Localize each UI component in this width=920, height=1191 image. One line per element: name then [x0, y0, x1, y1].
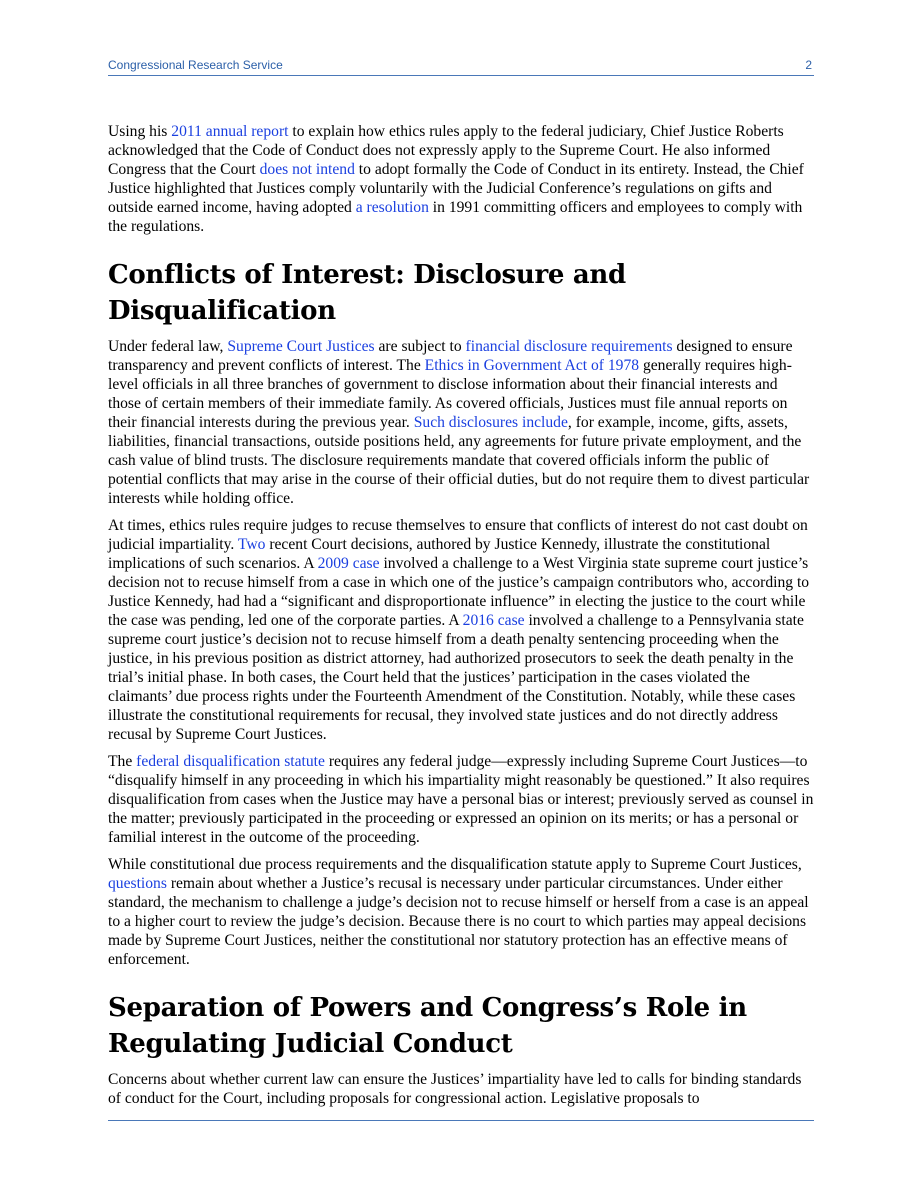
- page-header: [108, 58, 814, 76]
- text: The: [108, 753, 137, 770]
- paragraph-disqualification-statute: [108, 752, 814, 847]
- link-such-disclosures-include[interactable]: Such disclosures include: [413, 414, 568, 431]
- link-2011-annual-report[interactable]: 2011 annual report: [171, 123, 289, 140]
- link-two[interactable]: Two: [237, 536, 266, 553]
- link-2016-case[interactable]: 2016 case: [462, 612, 525, 629]
- paragraph-financial-disclosure: [108, 337, 814, 508]
- link-does-not-intend[interactable]: does not intend: [259, 161, 355, 178]
- link-2009-case[interactable]: 2009 case: [317, 555, 380, 572]
- section-heading-separation-of-powers: Separation of Powers and Congress’s Role in Regulating Judicial Conduct: [108, 993, 747, 1059]
- section-heading-conflicts-of-interest: Conflicts of Interest: Disclosure and Disqualification: [108, 260, 626, 326]
- paragraph-enforcement: [108, 855, 814, 969]
- text: involved a challenge to a Pennsylvania state supreme court justice’s decision not to recuse himself from a death penalty sentencing proceeding when the justice, in his previous position as district attorney, had authorized prosecutors to seek the death penalty in the trial’s initial phase. In both cases, the Court held that the justices’ participation in the cases violated the claimants’ due process rights under the Fourteenth Amendment of the Constitution. Notably, while these cases illustrate the constitutional requirements for recusal, they involved state justices and do not directly address recusal by Supreme Court Justices.: [108, 612, 804, 743]
- link-ethics-in-government-act[interactable]: Ethics in Government Act of 1978: [424, 357, 640, 374]
- page-number: 2: [805, 58, 812, 72]
- text: Under federal law,: [108, 338, 228, 355]
- text: Using his: [108, 123, 172, 140]
- header-organization: Congressional Research Service: [108, 58, 283, 72]
- text: While constitutional due process requirements and the disqualification statute apply to Supreme Court Justices,: [108, 856, 802, 873]
- text: requires any federal judge—expressly including Supreme Court Justices—to “disqualify himself in any proceeding in which his impartiality might reasonably be questioned.” It also requires disqualification from cases when the Justice may have a personal bias or interest; previously served as counsel in the matter; previously participated in the proceeding or expressed an opinion on its merits; or has a personal or familial interest in the outcome of the proceeding.: [108, 753, 814, 846]
- paragraph-annual-report: [108, 122, 814, 236]
- text: in 1991 committing officers and employees to comply with the regulations.: [108, 199, 803, 235]
- text: Concerns about whether current law can ensure the Justices’ impartiality have led to calls for binding standards of conduct for the Court, including proposals for congressional action. Legislative proposals to: [108, 1071, 802, 1107]
- text: designed to ensure transparency and prevent conflicts of interest. The: [108, 338, 793, 374]
- document-body: [108, 122, 814, 1116]
- text: to explain how ethics rules apply to the federal judiciary, Chief Justice Roberts acknowledged that the Code of Conduct does not expressly apply to the Supreme Court. He also informed Congress that the Court: [108, 123, 784, 178]
- text: At times, ethics rules require judges to recuse themselves to ensure that conflicts of interest do not cast doubt on judicial impartiality.: [108, 517, 808, 553]
- link-federal-disqualification-statute[interactable]: federal disqualification statute: [136, 753, 325, 770]
- text: recent Court decisions, authored by Justice Kennedy, illustrate the constitutional implications of such scenarios. A: [108, 536, 771, 572]
- text: to adopt formally the Code of Conduct in its entirety. Instead, the Chief Justice highlighted that Justices comply voluntarily with the Judicial Conference’s regulations on gifts and outside earned income, having adopted: [108, 161, 804, 216]
- text: remain about whether a Justice’s recusal is necessary under particular circumstances. Under either standard, the mechanism to challenge a judge’s decision not to recuse himself or herself from a case is an appeal to a higher court to review the judge’s decision. Because there is no court to which parties may appeal decisions made by Supreme Court Justices, neither the constitutional nor statutory protection has an effective means of enforcement.: [108, 875, 809, 968]
- paragraph-recusal-cases: [108, 516, 814, 744]
- text: generally requires high-level officials in all three branches of government to disclose information about their financial interests and those of certain members of their immediate family. As covered officials, Justices must file annual reports on their financial interests during the previous year.: [108, 357, 792, 431]
- text: involved a challenge to a West Virginia state supreme court justice’s decision not to recuse himself from a case in which one of the justice’s campaign contributors who, according to Justice Kennedy, had had a “significant and disproportionate influence” in electing the justice to the court while the case was pending, led one of the corporate parties. A: [108, 555, 810, 629]
- footer-divider: [108, 1120, 814, 1121]
- text: are subject to: [374, 338, 466, 355]
- link-questions[interactable]: questions: [108, 875, 167, 892]
- link-supreme-court-justices[interactable]: Supreme Court Justices: [227, 338, 375, 355]
- link-financial-disclosure-requirements[interactable]: financial disclosure requirements: [465, 338, 673, 355]
- link-a-resolution[interactable]: a resolution: [355, 199, 429, 216]
- paragraph-concerns: [108, 1070, 814, 1108]
- text: , for example, income, gifts, assets, liabilities, financial transactions, outside positions held, any agreements for future private employment, and the cash value of blind trusts. The disclosure requirements mandate that covered officials inform the public of potential conflicts that may arise in the course of their official duties, but do not require them to divest particular interests while holding office.: [108, 414, 810, 507]
